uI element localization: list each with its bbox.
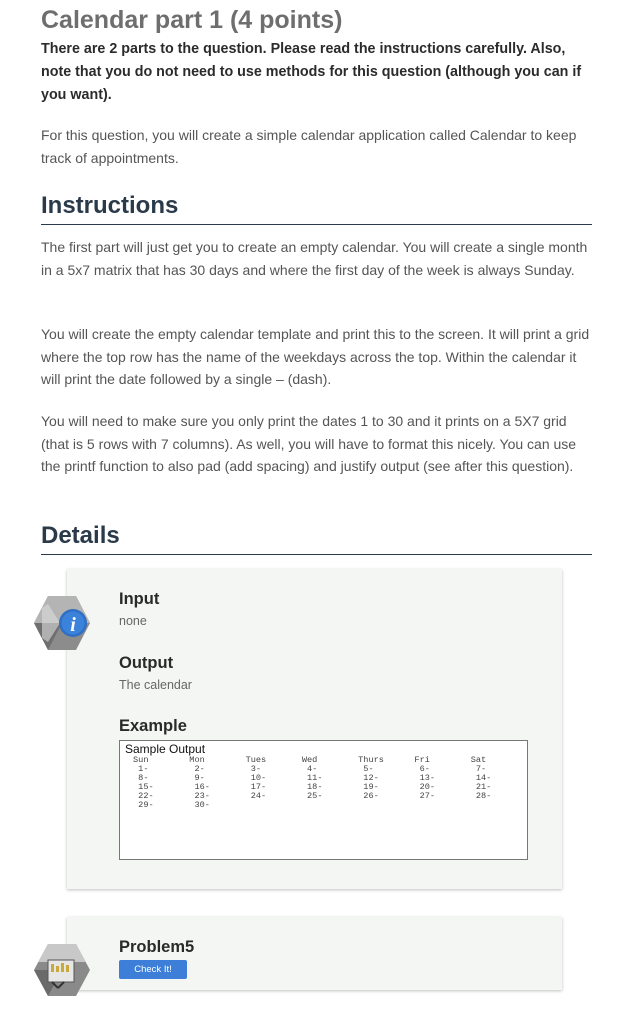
svg-text:i: i [70,614,76,636]
date-cell: 6- [414,764,430,774]
page-title: Calendar part 1 (4 points) [41,6,343,34]
date-cell: 15- [133,782,154,792]
weekday-cell: Sat [470,755,487,765]
date-cell: 12- [358,773,379,783]
date-cell [471,801,527,810]
date-cell: 10- [245,773,267,783]
date-cell: 8- [133,773,149,783]
example-label: Example [119,717,187,735]
date-cell [358,801,414,810]
output-label: Output [119,654,174,672]
date-cell: 30- [189,800,210,810]
date-cell: 9- [189,773,205,783]
intro-paragraph: For this question, you will create a simple calendar application called Calendar to keep track of appointments. [41,127,577,166]
input-label: Input [119,590,160,608]
date-cell: 2- [189,764,205,774]
date-cell: 5- [358,764,374,774]
date-cell: 26- [358,791,379,801]
sample-output-box [119,740,528,860]
date-cell: 4- [301,764,318,774]
date-cell [246,801,302,810]
weekday-cell: Tues [245,755,267,765]
weekday-cell: Sun [133,755,149,765]
output-value: The calendar [119,678,192,692]
date-cell: 28- [470,791,492,801]
instructions-paragraph-1: The first part will just get you to create an empty calendar. You will create a single month in a 5x7 matrix that has 30 days and where the first day of the week is always Sunday. [41,239,588,278]
problem-label: Problem5 [119,938,195,956]
input-value: none [119,614,147,628]
date-cell: 16- [189,782,210,792]
info-hex-icon [30,594,92,652]
date-cell: 24- [245,791,267,801]
calendar-grid [120,756,527,810]
date-cell: 21- [470,782,492,792]
date-cell [302,801,358,810]
check-it-button[interactable]: Check It! [119,960,187,979]
date-cell: 1- [133,764,149,774]
date-cell: 13- [414,773,436,783]
date-cell: 27- [414,791,436,801]
date-cell: 17- [245,782,267,792]
date-cell: 19- [358,782,379,792]
sample-output-title: Sample Output [125,742,206,756]
date-cell [414,801,470,810]
date-cell: 11- [301,773,323,783]
calendar-row [133,801,527,810]
date-cell: 14- [470,773,492,783]
weekday-cell: Wed [301,755,318,765]
lead-paragraph: There are 2 parts to the question. Please read the instructions carefully. Also, note that you do not need to use methods for this question (although you can if you want). [41,41,582,103]
weekday-cell: Fri [414,755,430,765]
weekday-cell: Mon [189,755,205,765]
date-cell: 18- [301,782,323,792]
date-cell: 22- [133,791,154,801]
date-cell: 3- [245,764,262,774]
details-heading: Details [41,522,592,555]
instructions-heading: Instructions [41,192,592,225]
date-cell: 7- [470,764,487,774]
code-hex-icon [30,942,92,998]
instructions-paragraph-3: You will need to make sure you only print the dates 1 to 30 and it prints on a 5X7 grid (that is 5 rows with 7 columns). As well, you will have to format this nicely. You can use the printf function to also pad (add spacing) and justify output (see after this question). [41,413,577,474]
date-cell: 25- [301,791,323,801]
date-cell: 29- [133,800,154,810]
instructions-paragraph-2: You will create the empty calendar template and print this to the screen. It will print a grid where the top row has the name of the weekdays across the top. Within the calendar it will print the date followed by a single – (dash). [41,326,590,387]
date-cell: 20- [414,782,436,792]
weekday-cell: Thurs [358,755,384,765]
date-cell: 23- [189,791,210,801]
